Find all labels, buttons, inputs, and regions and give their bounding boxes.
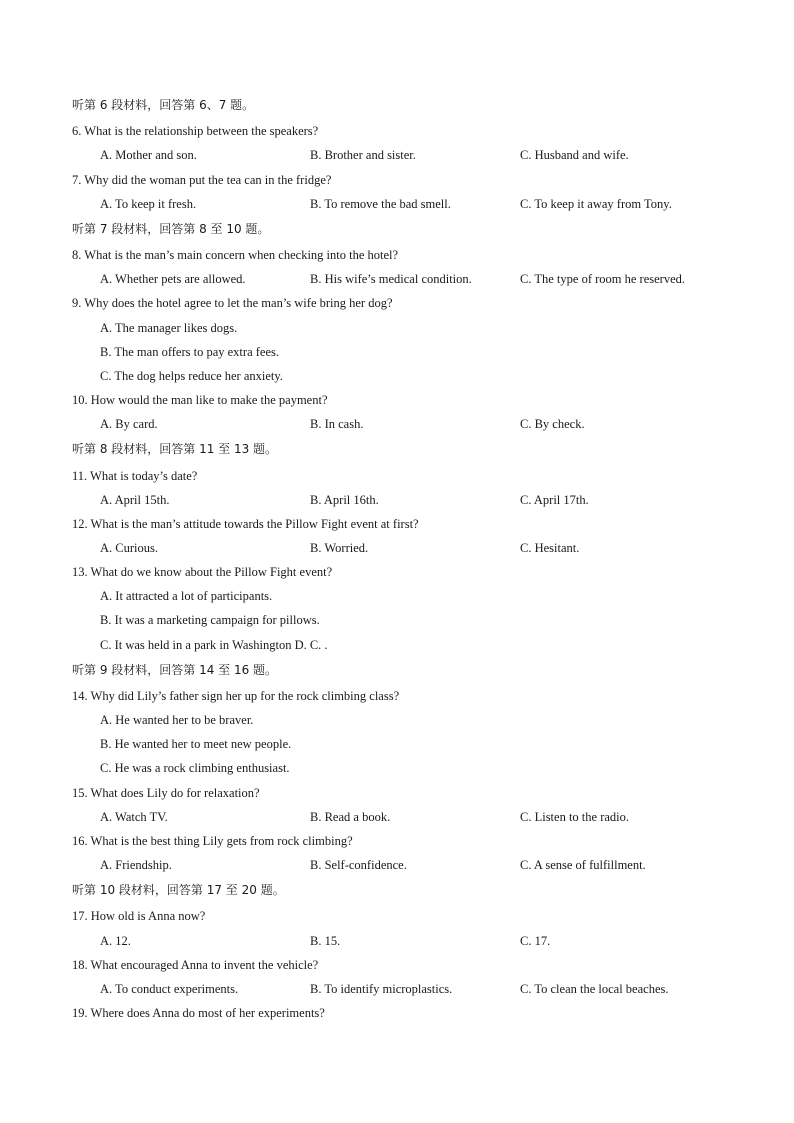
question-11: 11. What is today’s date?: [72, 469, 198, 483]
question-15-option-c: C. Listen to the radio.: [520, 810, 630, 824]
question-14-option-c: C. He was a rock climbing enthusiast.: [100, 761, 290, 775]
question-8: 8. What is the man’s main concern when checking into the hotel?: [72, 248, 399, 262]
question-13-option-a: A. It attracted a lot of participants.: [100, 589, 273, 603]
question-6-option-b: B. Brother and sister.: [310, 148, 416, 162]
question-17-option-c: C. 17.: [520, 934, 551, 948]
question-13-option-c: C. It was held in a park in Washington D. C. .: [100, 638, 328, 652]
question-19: 19. Where does Anna do most of her experiments?: [72, 1006, 325, 1020]
question-8-option-a: A. Whether pets are allowed.: [100, 272, 246, 286]
question-15-option-b: B. Read a book.: [310, 810, 391, 824]
section-heading: 听第 9 段材料，回答第 14 至 16 题。: [72, 663, 278, 677]
question-16-option-b: B. Self-confidence.: [310, 858, 407, 872]
question-10-option-b: B. In cash.: [310, 417, 364, 431]
question-17-option-a: A. 12.: [100, 934, 131, 948]
question-10-option-c: C. By check.: [520, 417, 585, 431]
question-14: 14. Why did Lily’s father sign her up for the rock climbing class?: [72, 689, 400, 703]
question-12-option-b: B. Worried.: [310, 541, 369, 555]
question-14-option-b: B. He wanted her to meet new people.: [100, 737, 292, 751]
question-13-option-b: B. It was a marketing campaign for pillows.: [100, 613, 320, 627]
question-15-option-a: A. Watch TV.: [100, 810, 168, 824]
question-18-option-a: A. To conduct experiments.: [100, 982, 239, 996]
question-12-option-c: C. Hesitant.: [520, 541, 580, 555]
question-10-option-a: A. By card.: [100, 417, 158, 431]
question-11-option-b: B. April 16th.: [310, 493, 379, 507]
question-9-option-a: A. The manager likes dogs.: [100, 321, 238, 335]
section-heading: 听第 10 段材料，回答第 17 至 20 题。: [72, 883, 285, 897]
question-17-option-b: B. 15.: [310, 934, 341, 948]
section-heading: 听第 7 段材料，回答第 8 至 10 题。: [72, 222, 270, 236]
question-9-option-b: B. The man offers to pay extra fees.: [100, 345, 279, 359]
question-18: 18. What encouraged Anna to invent the vehicle?: [72, 958, 319, 972]
question-6-option-a: A. Mother and son.: [100, 148, 197, 162]
question-16-option-c: C. A sense of fulfillment.: [520, 858, 646, 872]
question-18-option-c: C. To clean the local beaches.: [520, 982, 669, 996]
question-16: 16. What is the best thing Lily gets from rock climbing?: [72, 834, 353, 848]
question-7-option-b: B. To remove the bad smell.: [310, 197, 451, 211]
question-14-option-a: A. He wanted her to be braver.: [100, 713, 254, 727]
question-12-option-a: A. Curious.: [100, 541, 158, 555]
question-9: 9. Why does the hotel agree to let the man’s wife bring her dog?: [72, 296, 393, 310]
question-18-option-b: B. To identify microplastics.: [310, 982, 453, 996]
question-8-option-b: B. His wife’s medical condition.: [310, 272, 472, 286]
question-12: 12. What is the man’s attitude towards the Pillow Fight event at first?: [72, 517, 419, 531]
question-15: 15. What does Lily do for relaxation?: [72, 786, 260, 800]
question-7: 7. Why did the woman put the tea can in the fridge?: [72, 173, 332, 187]
question-16-option-a: A. Friendship.: [100, 858, 172, 872]
section-heading: 听第 8 段材料，回答第 11 至 13 题。: [72, 442, 278, 456]
question-11-option-a: A. April 15th.: [100, 493, 170, 507]
section-heading: 听第 6 段材料，回答第 6、7 题。: [72, 98, 255, 112]
question-9-option-c: C. The dog helps reduce her anxiety.: [100, 369, 283, 383]
question-8-option-c: C. The type of room he reserved.: [520, 272, 685, 286]
question-7-option-c: C. To keep it away from Tony.: [520, 197, 672, 211]
question-17: 17. How old is Anna now?: [72, 909, 206, 923]
question-13: 13. What do we know about the Pillow Fight event?: [72, 565, 333, 579]
question-6: 6. What is the relationship between the speakers?: [72, 124, 319, 138]
question-7-option-a: A. To keep it fresh.: [100, 197, 197, 211]
question-11-option-c: C. April 17th.: [520, 493, 589, 507]
question-10: 10. How would the man like to make the payment?: [72, 393, 328, 407]
question-6-option-c: C. Husband and wife.: [520, 148, 629, 162]
